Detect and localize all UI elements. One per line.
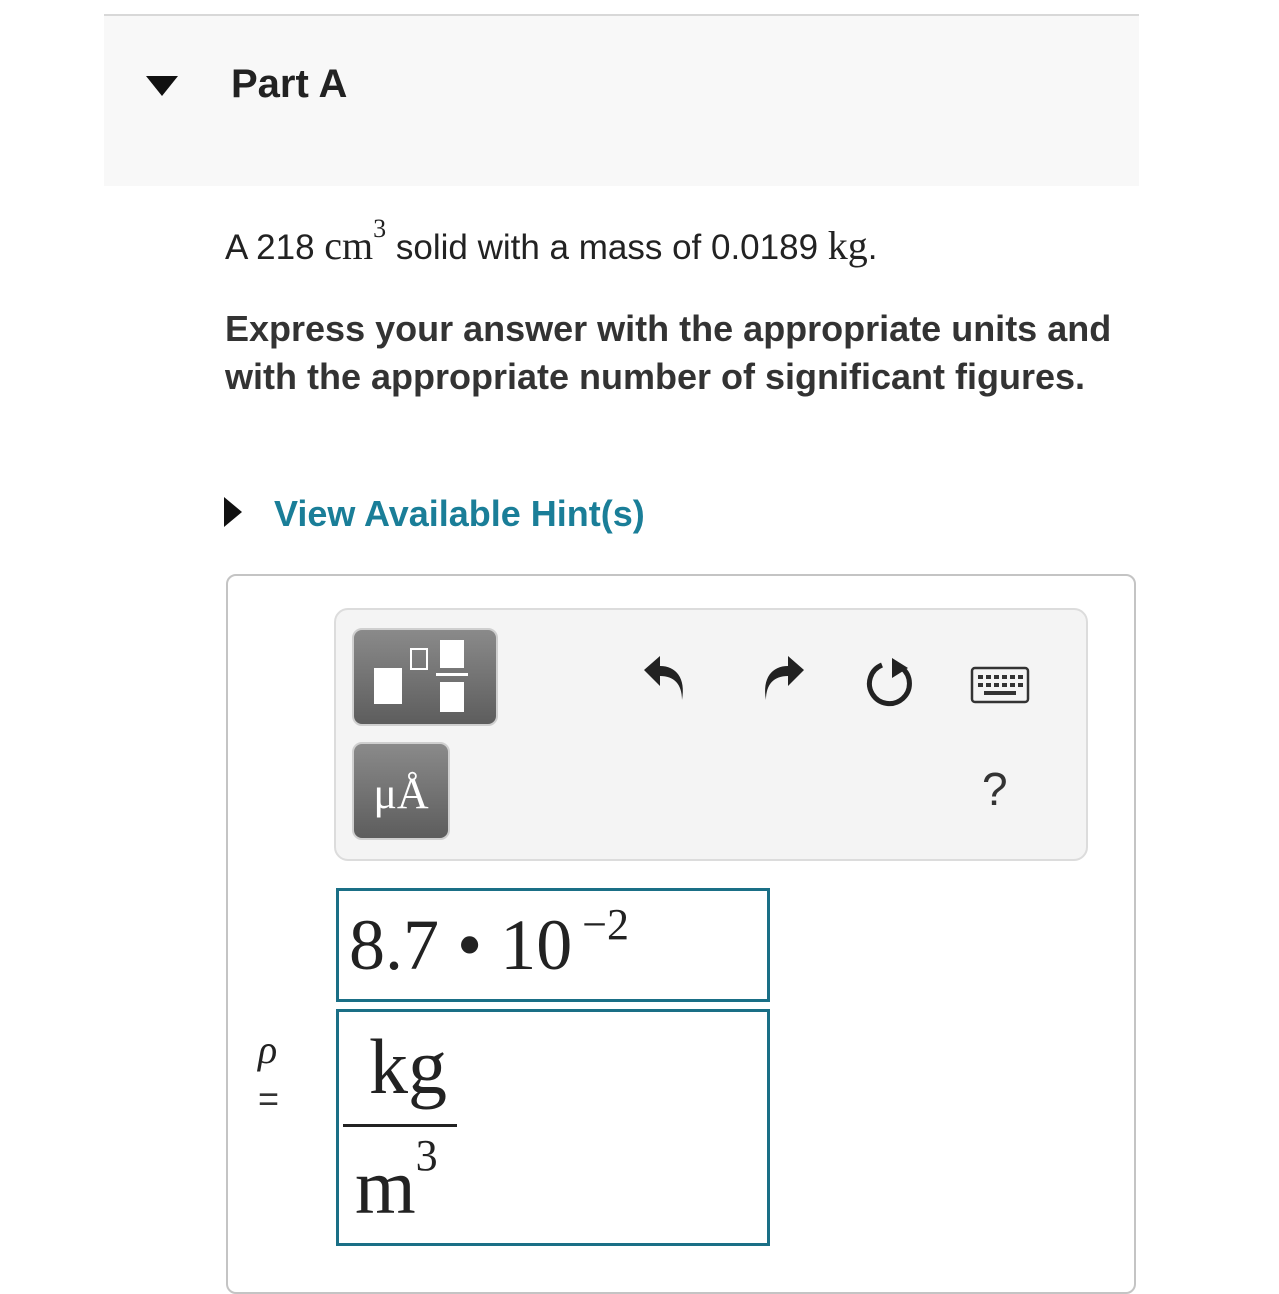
templates-button[interactable] xyxy=(352,628,498,726)
volume-unit-base: cm xyxy=(324,223,374,268)
problem-prefix: A 218 xyxy=(225,228,325,267)
value-exponent: −2 xyxy=(582,900,630,949)
help-icon: ? xyxy=(982,763,1008,815)
answer-unit-input[interactable] xyxy=(336,1009,770,1246)
redo-button[interactable] xyxy=(758,654,806,706)
problem-statement xyxy=(225,214,878,272)
unit-numerator: kg xyxy=(369,1023,447,1110)
equals-sign: = xyxy=(258,1078,280,1119)
unit-denominator-base: m xyxy=(355,1143,416,1230)
unit-denominator xyxy=(355,1131,438,1232)
view-hints-link[interactable] xyxy=(222,492,645,536)
keyboard-button[interactable] xyxy=(970,666,1030,704)
volume-exponent: 3 xyxy=(373,214,387,243)
caret-right-icon xyxy=(222,495,244,534)
view-hints-label: View Available Hint(s) xyxy=(274,493,645,534)
collapse-toggle[interactable] xyxy=(144,74,180,98)
part-header xyxy=(104,16,1139,186)
part-title: Part A xyxy=(231,62,348,106)
answer-value-input[interactable] xyxy=(336,888,770,1002)
answer-variable: ρ xyxy=(258,1027,278,1072)
keyboard-icon xyxy=(970,666,1030,704)
redo-icon xyxy=(758,654,806,706)
fraction-bar xyxy=(343,1124,457,1127)
reset-button[interactable] xyxy=(864,656,916,708)
undo-icon xyxy=(642,654,690,706)
units-button[interactable] xyxy=(352,742,450,840)
problem-middle: solid with a mass of 0.0189 xyxy=(386,228,828,267)
undo-button[interactable] xyxy=(642,654,690,706)
help-button[interactable] xyxy=(982,763,1008,815)
unit-denominator-exponent: 3 xyxy=(415,1131,438,1180)
mass-unit: kg xyxy=(827,223,868,268)
caret-down-icon xyxy=(144,74,180,98)
value-mantissa: 8.7 • 10 xyxy=(349,905,573,985)
units-icon: μÅ xyxy=(373,769,429,818)
answer-instructions: Express your answer with the appropriate units and with the appropriate number of significant figures. xyxy=(225,308,1112,397)
reset-icon xyxy=(864,656,916,708)
volume-unit xyxy=(324,214,387,268)
problem-suffix: . xyxy=(867,228,878,267)
